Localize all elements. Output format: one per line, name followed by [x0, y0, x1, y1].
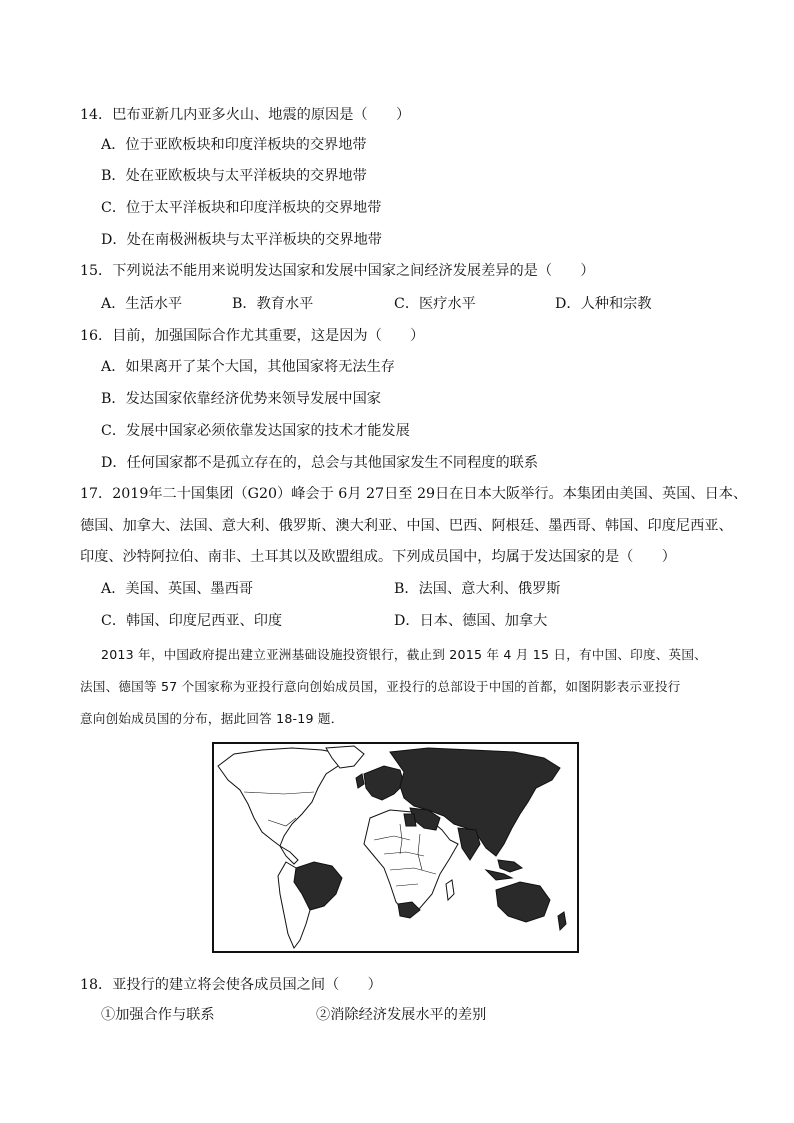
q14-stem: 14．巴布亚新几内亚多火山、地震的原因是（ ） — [80, 107, 411, 123]
new-zealand-shaded — [558, 912, 566, 930]
q14-option-a: A．位于亚欧板块和印度洋板块的交界地带 — [101, 137, 367, 153]
q16-option-a: A．如果离开了某个大国，其他国家将无法生存 — [101, 359, 395, 375]
madagascar-outline — [446, 880, 454, 900]
q18-stem: 18．亚投行的建立将会使各成员国之间（ ） — [80, 977, 382, 993]
q17-stem-line-2: 德国、加拿大、法国、意大利、俄罗斯、澳大利亚、中国、巴西、阿根廷、墨西哥、韩国、印度尼西亚、 — [80, 518, 733, 534]
q17-option-b: B．法国、意大利、俄罗斯 — [394, 581, 561, 597]
passage-line-3: 意向创始成员国的分布，据此回答 18-19 题． — [80, 711, 344, 726]
world-map-svg — [214, 744, 577, 951]
q15-stem: 15．下列说法不能用来说明发达国家和发展中国家之间经济发展差异的是（ ） — [80, 263, 595, 279]
q15-option-a: A．生活水平 — [101, 296, 183, 312]
q16-option-d: D．任何国家都不是孤立存在的，总会与其他国家发生不同程度的联系 — [101, 455, 539, 471]
aiib-member-world-map — [212, 742, 579, 953]
q16-option-b: B．发达国家依靠经济优势来领导发展中国家 — [101, 391, 381, 407]
passage-line-2: 法国、德国等 57 个国家称为亚投行意向创始成员国，亚投行的总部设于中国的首都，如图阴影表示亚投行 — [80, 679, 681, 694]
q18-statement-1: ①加强合作与联系 — [101, 1007, 215, 1023]
central-america-outline — [280, 846, 298, 864]
egypt-shaded — [404, 814, 416, 826]
q14-option-d: D．处在南极洲板块与太平洋板块的交界地带 — [101, 232, 382, 248]
q17-stem-line-1: 17．2019年二十国集团（G20）峰会于 6月 27日至 29日在日本大阪举行。本集团由美国、英国、日本、 — [80, 486, 748, 502]
q17-option-c: C．韩国、印度尼西亚、印度 — [101, 613, 283, 629]
southeast-asia-shaded — [498, 860, 522, 872]
q14-option-b: B．处在亚欧板块与太平洋板块的交界地带 — [101, 168, 367, 184]
north-america-outline — [218, 748, 342, 846]
india-shaded — [458, 828, 480, 860]
q17-option-a: A．美国、英国、墨西哥 — [101, 581, 254, 597]
uk-shaded — [356, 774, 364, 788]
q16-option-c: C．发展中国家必须依靠发达国家的技术才能发展 — [101, 423, 410, 439]
australia-shaded — [496, 882, 550, 922]
q15-option-b: B．教育水平 — [232, 296, 314, 312]
europe-shaded — [364, 766, 404, 800]
q15-option-d: D．人种和宗教 — [555, 296, 652, 312]
passage-line-1: 2013 年，中国政府提出建立亚洲基础设施投资银行，截止到 2015 年 4 月 15 日，有中国、印度、英国、 — [101, 647, 707, 662]
q18-statement-2: ②消除经济发展水平的差别 — [316, 1007, 487, 1023]
q14-option-c: C．位于太平洋板块和印度洋板块的交界地带 — [101, 200, 382, 216]
q17-option-d: D．日本、德国、加拿大 — [394, 613, 548, 629]
q16-stem: 16．目前，加强国际合作尤其重要，这是因为（ ） — [80, 328, 425, 344]
q15-option-c: C．医疗水平 — [394, 296, 476, 312]
q17-stem-line-3: 印度、沙特阿拉伯、南非、土耳其以及欧盟组成。下列成员国中，均属于发达国家的是（ ） — [80, 549, 676, 565]
